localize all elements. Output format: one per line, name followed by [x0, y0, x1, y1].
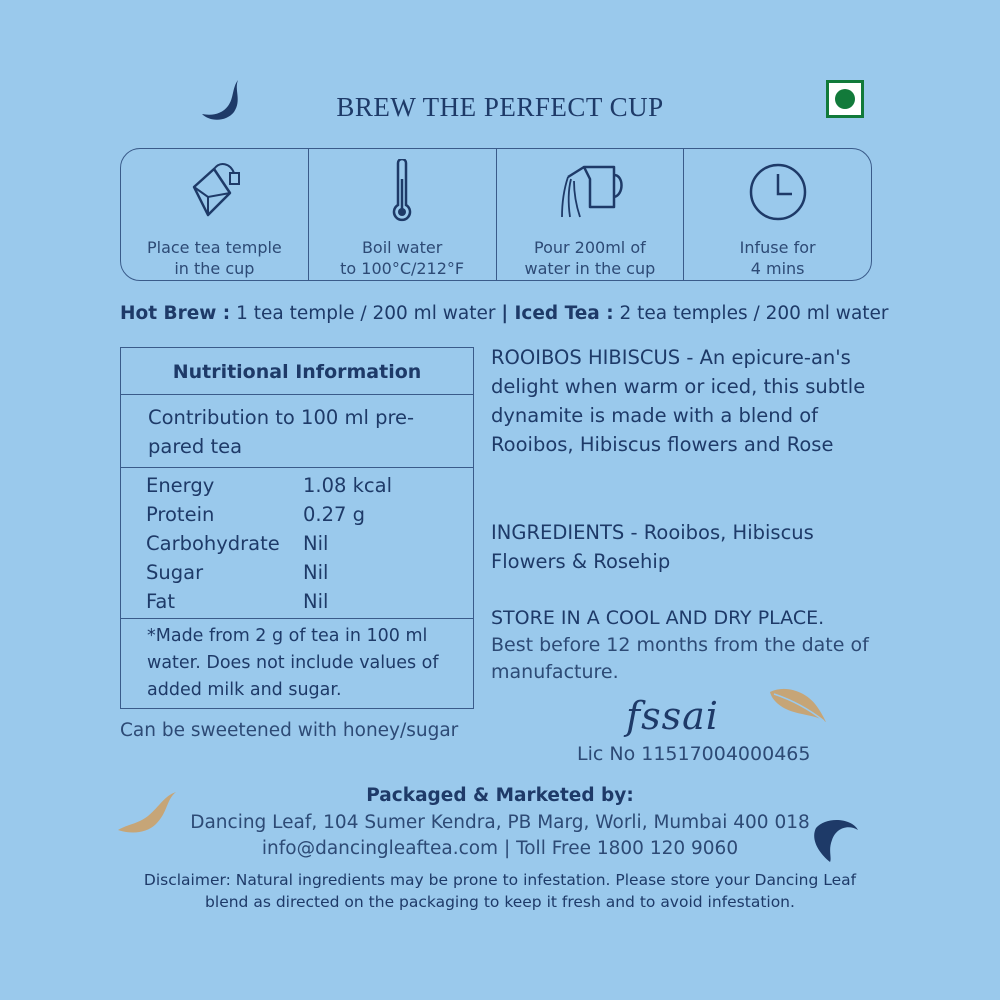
- nutrition-table: [120, 347, 474, 709]
- veg-mark-icon: [826, 80, 864, 118]
- nutrition-contribution: Contribution to 100 ml pre- pared tea: [121, 395, 473, 468]
- step-infuse: [684, 149, 871, 280]
- disclaimer: Disclaimer: Natural ingredients may be prone to infestation. Please store your Dancing Leaf blend as directed on the packaging to keep it fresh and to avoid infestation.: [143, 871, 857, 911]
- brew-ratio-line: [120, 303, 889, 324]
- step-label: Pour 200ml of water in the cup: [524, 238, 656, 278]
- kettle-icon: [550, 159, 630, 225]
- storage-heading: STORE IN A COOL AND DRY PLACE.: [491, 607, 825, 629]
- step-label: Infuse for 4 mins: [739, 238, 816, 278]
- storage-note: Best before 12 months from the date of manufacture.: [491, 634, 869, 683]
- page-title: BREW THE PERFECT CUP: [336, 92, 664, 122]
- nutrition-rows: [146, 471, 392, 616]
- iced-tea-label: Iced Tea :: [508, 303, 614, 324]
- nutrient-value: Nil: [303, 532, 329, 555]
- product-description: ROOIBOS HIBISCUS - An epicure-an's delight when warm or iced, this subtle dynamite is made with a blend of Rooibos, Hibiscus flowers and Rose: [491, 346, 866, 456]
- nutrient-name: Energy: [146, 474, 215, 497]
- nutrient-value: Nil: [303, 590, 329, 613]
- storage-info: [491, 605, 891, 686]
- company-contact: info@dancingleaftea.com | Toll Free 1800 120 9060: [261, 838, 739, 859]
- nutrient-name: Carbohydrate: [146, 532, 280, 555]
- nutrient-value: 0.27 g: [303, 503, 365, 526]
- nutrient-name: Fat: [146, 590, 176, 613]
- iced-tea-text: 2 tea temples / 200 ml water: [613, 303, 889, 324]
- license-number: Lic No 11517004000465: [577, 743, 811, 765]
- table-row: [146, 529, 392, 558]
- gold-leaf-icon: [768, 686, 828, 726]
- tea-bag-icon: [174, 159, 254, 225]
- separator: |: [501, 303, 509, 324]
- table-row: [146, 558, 392, 587]
- nutrient-value: 1.08 kcal: [303, 474, 392, 497]
- step-boil-water: [309, 149, 497, 280]
- hot-brew-text: 1 tea temple / 200 ml water: [230, 303, 502, 324]
- step-label: Place tea temple in the cup: [146, 238, 282, 278]
- nutrient-name: Protein: [146, 503, 215, 526]
- company-address: Dancing Leaf, 104 Sumer Kendra, PB Marg, Worli, Mumbai 400 018: [190, 812, 810, 833]
- table-row: [146, 471, 392, 500]
- table-row: [146, 500, 392, 529]
- sweeten-note: Can be sweetened with honey/sugar: [120, 720, 459, 741]
- step-pour-water: [497, 149, 685, 280]
- step-label: Boil water to 100°C/212°F: [340, 238, 465, 278]
- nutrient-name: Sugar: [146, 561, 204, 584]
- thermometer-icon: [362, 159, 442, 225]
- hot-brew-label: Hot Brew :: [120, 303, 231, 324]
- ingredients: INGREDIENTS - Rooibos, Hibiscus Flowers & Rosehip: [491, 521, 814, 573]
- brewing-steps: [120, 148, 872, 281]
- fssai-logo: fssai: [626, 694, 719, 738]
- table-row: [146, 587, 392, 616]
- nutrient-value: Nil: [303, 561, 329, 584]
- packaging-title: Packaged & Marketed by:: [366, 785, 634, 806]
- nutrition-heading: Nutritional Information: [121, 348, 473, 395]
- step-tea-temple: [121, 149, 309, 280]
- clock-icon: [738, 159, 818, 225]
- nutrition-footnote: *Made from 2 g of tea in 100 ml water. Does not include values of added milk and sugar.: [121, 618, 473, 708]
